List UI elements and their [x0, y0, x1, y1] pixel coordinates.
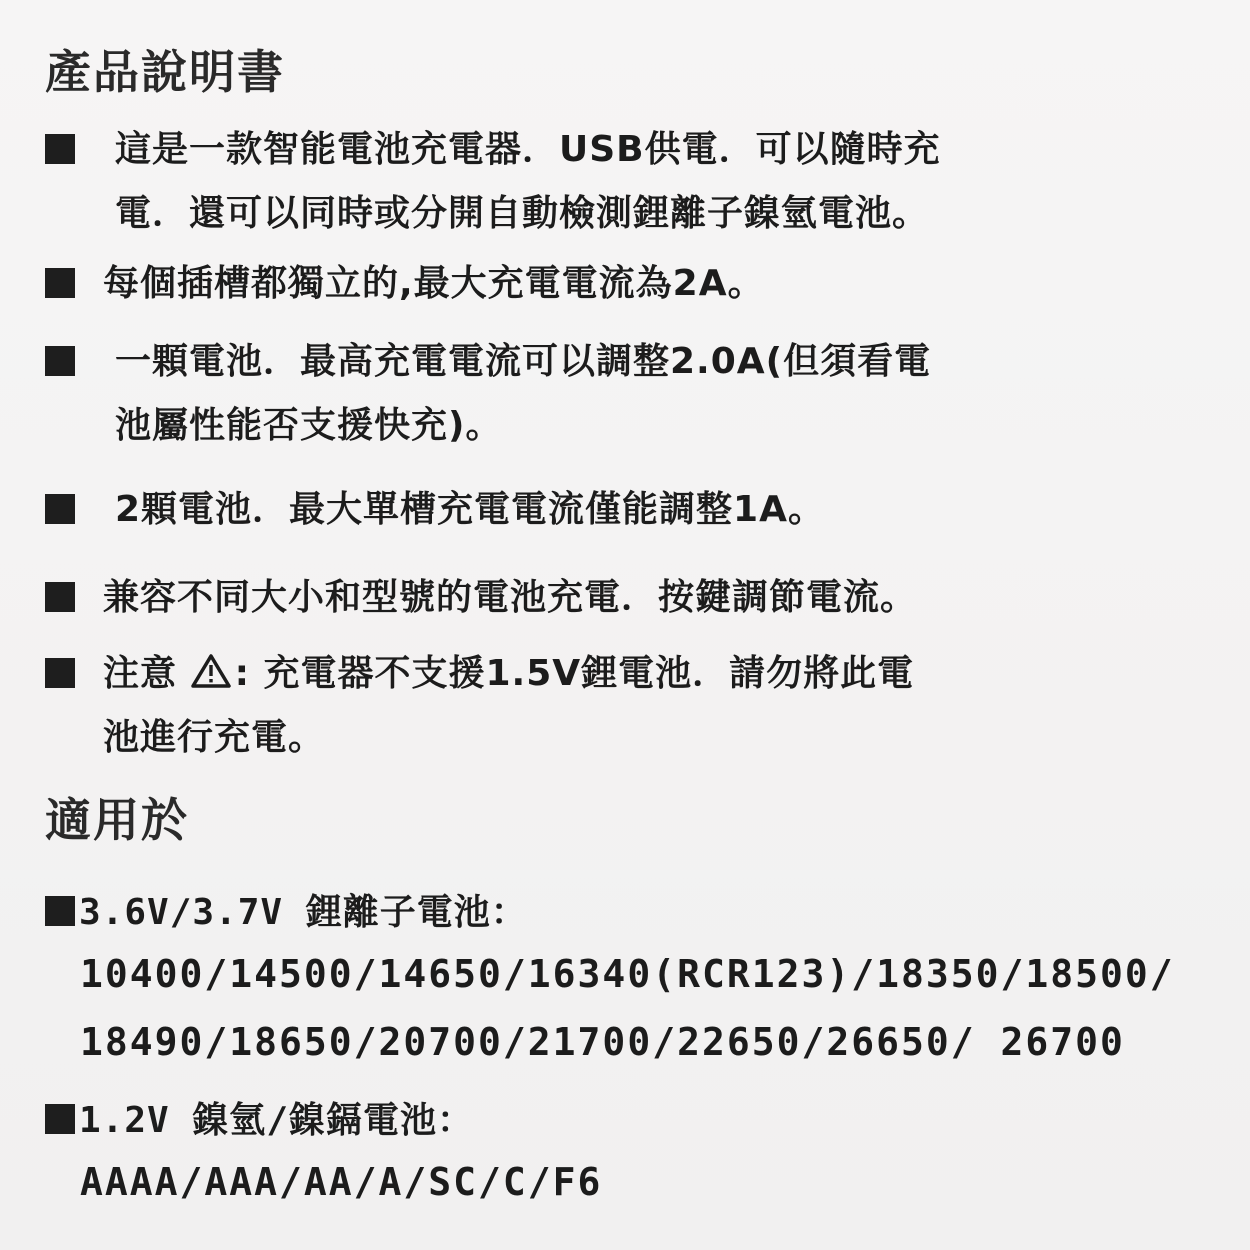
bullet-text-line: 電．還可以同時或分開自動檢測鋰離子鎳氫電池。 — [115, 193, 930, 234]
bullet-text-line: 池屬性能否支援快充)。 — [115, 405, 503, 446]
bullet-text-line: 2顆電池．最大單槽充電電流僅能調整1A。 — [115, 489, 825, 530]
spec-heading-nimh — [45, 1092, 474, 1143]
spec-heading-text: 1.2V 鎳氫/鎳鎘電池： — [79, 1100, 475, 1141]
spec-model-line: AAAA/AAA/AA/A/SC/C/F6 — [80, 1160, 603, 1204]
bullet-square-icon — [45, 582, 75, 612]
bullet-text-line: 這是一款智能電池充電器．USB供電．可以隨時充 — [115, 129, 941, 170]
bullet-square-icon — [45, 346, 75, 376]
bullet-text-line: 兼容不同大小和型號的電池充電．按鍵調節電流。 — [103, 577, 918, 618]
bullet-square-icon — [45, 134, 75, 164]
bullet-square-icon — [45, 494, 75, 524]
notice-label: 注意 — [103, 653, 178, 694]
bullet-square-icon — [45, 896, 75, 926]
spec-model-line: 18490/18650/20700/21700/22650/26650/ 26700 — [80, 1020, 1125, 1064]
bullet-text-line: 每個插槽都獨立的,最大充電電流為2A。 — [103, 263, 765, 304]
bullet-text-line: 一顆電池．最高充電電流可以調整2.0A(但須看電 — [115, 341, 932, 382]
bullet-text-line — [103, 642, 914, 706]
warning-triangle-icon — [191, 656, 231, 688]
bullet-square-icon — [45, 268, 75, 298]
bullet-square-icon — [45, 1104, 75, 1134]
spec-heading-liion — [45, 884, 528, 935]
spec-heading-text: 3.6V/3.7V 鋰離子電池： — [79, 892, 528, 933]
page-title: 產品說明書 — [45, 45, 285, 99]
bullet-square-icon — [45, 658, 75, 688]
bullet-text-line: 池進行充電。 — [103, 717, 326, 758]
applicable-title: 適用於 — [45, 793, 189, 847]
notice-text: : 充電器不支援1.5V鋰電池．請勿將此電 — [234, 653, 915, 694]
spec-model-line: 10400/14500/14650/16340(RCR123)/18350/18500/ — [80, 952, 1175, 996]
